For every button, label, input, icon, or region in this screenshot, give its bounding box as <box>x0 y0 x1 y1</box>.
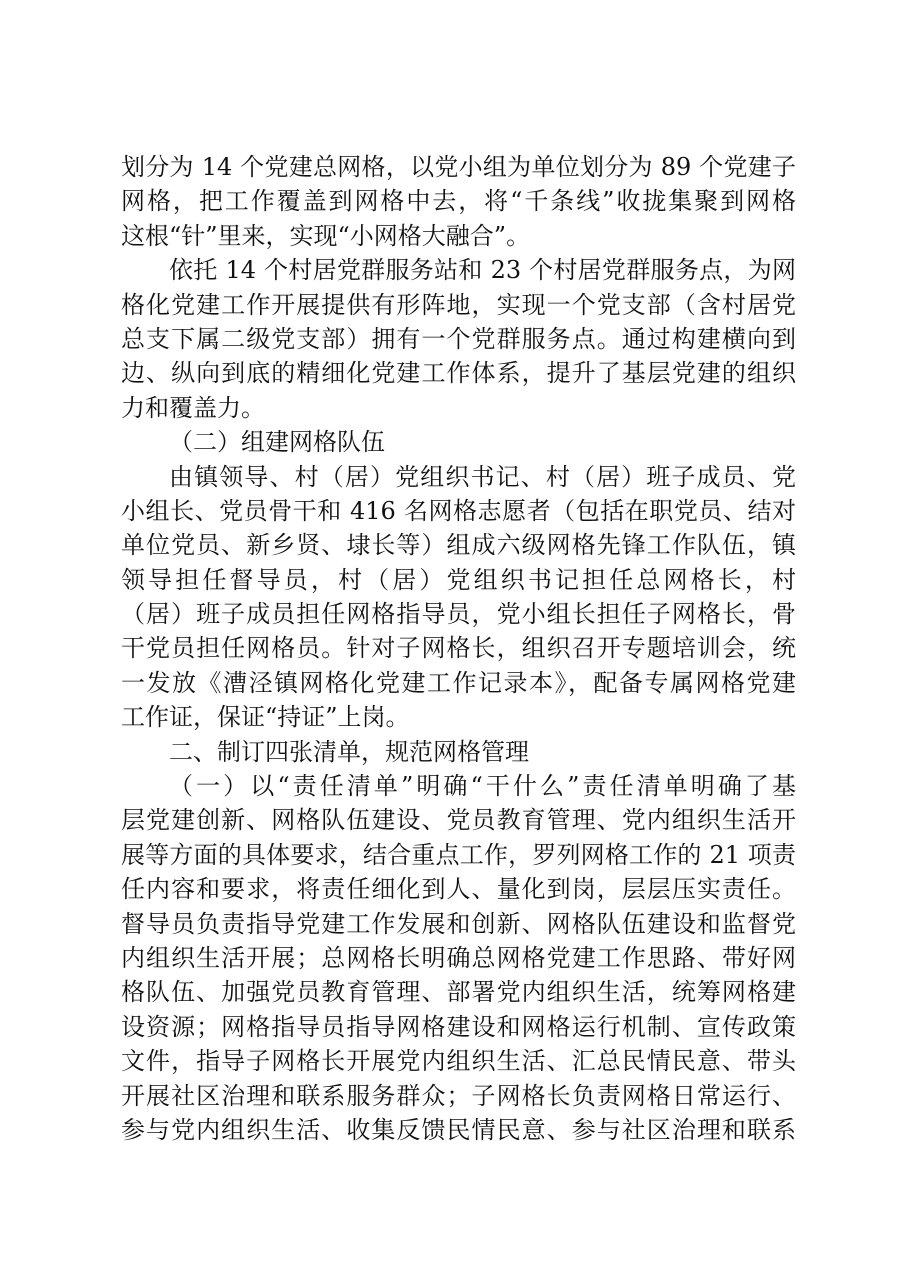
text-line: 划分为 14 个党建总网格，以党小组为单位划分为 89 个党建子 <box>121 153 796 181</box>
text-line: 网格，把工作覆盖到网格中去，将“千条线”收拢集聚到网格 <box>121 187 796 216</box>
text-line: 由镇领导、村（居）党组织书记、村（居）班子成员、党 <box>169 462 796 491</box>
text-line: 一发放《漕泾镇网格化党建工作记录本》，配备专属网格党建 <box>121 668 796 697</box>
text-line: 格队伍、加强党员教育管理、部署党内组织生活，统筹网格建 <box>121 978 796 1007</box>
paragraph <box>121 769 796 1147</box>
text-line: 工作证，保证“持证”上岗。 <box>121 703 410 732</box>
text-line: 参与党内组织生活、收集反馈民情民意、参与社区治理和联系 <box>121 1115 796 1144</box>
heading-text: （二）组建网格队伍 <box>169 428 385 457</box>
text-line: （居）班子成员担任网格指导员，党小组长担任子网格长，骨 <box>121 600 796 629</box>
text-line: 设资源；网格指导员指导网格建设和网格运行机制、宣传政策 <box>121 1012 796 1041</box>
paragraph <box>121 460 796 735</box>
text-line: 格化党建工作开展提供有形阵地，实现一个党支部（含村居党 <box>121 290 796 319</box>
paragraph <box>121 253 796 425</box>
text-line: 小组长、党员骨干和 416 名网格志愿者（包括在职党员、结对 <box>121 496 796 525</box>
text-line: 力和覆盖力。 <box>121 393 265 422</box>
paragraph <box>121 150 796 253</box>
text-line: （一）以“责任清单”明确“干什么”责任清单明确了基 <box>169 772 796 801</box>
text-line: 这根“针”里来，实现“小网格大融合”。 <box>121 221 531 250</box>
text-line: 干党员担任网格员。针对子网格长，组织召开专题培训会，统 <box>121 634 796 663</box>
document-body <box>121 150 796 1147</box>
text-line: 内组织生活开展；总网格长明确总网格党建工作思路、带好网 <box>121 943 796 972</box>
text-line: 边、纵向到底的精细化党建工作体系，提升了基层党建的组织 <box>121 359 796 388</box>
text-line: 单位党员、新乡贤、埭长等）组成六级网格先锋工作队伍，镇 <box>121 531 796 560</box>
text-line: 任内容和要求，将责任细化到人、量化到岗，层层压实责任。 <box>121 875 796 904</box>
text-line: 展等方面的具体要求，结合重点工作，罗列网格工作的 21 项责 <box>121 840 796 869</box>
text-line: 督导员负责指导党建工作发展和创新、网格队伍建设和监督党 <box>121 909 796 938</box>
text-line: 总支下属二级党支部）拥有一个党群服务点。通过构建横向到 <box>121 324 796 353</box>
text-line: 层党建创新、网格队伍建设、党员教育管理、党内组织生活开 <box>121 806 796 835</box>
text-line: 依托 14 个村居党群服务站和 23 个村居党群服务点，为网 <box>169 256 796 285</box>
section-heading <box>121 735 796 769</box>
text-line: 开展社区治理和联系服务群众；子网格长负责网格日常运行、 <box>121 1081 796 1110</box>
text-line: 文件，指导子网格长开展党内组织生活、汇总民情民意、带头 <box>121 1047 796 1076</box>
text-line: 领导担任督导员，村（居）党组织书记担任总网格长，村 <box>121 565 796 594</box>
section-heading <box>121 425 796 459</box>
heading-text: 二、制订四张清单，规范网格管理 <box>169 737 529 766</box>
